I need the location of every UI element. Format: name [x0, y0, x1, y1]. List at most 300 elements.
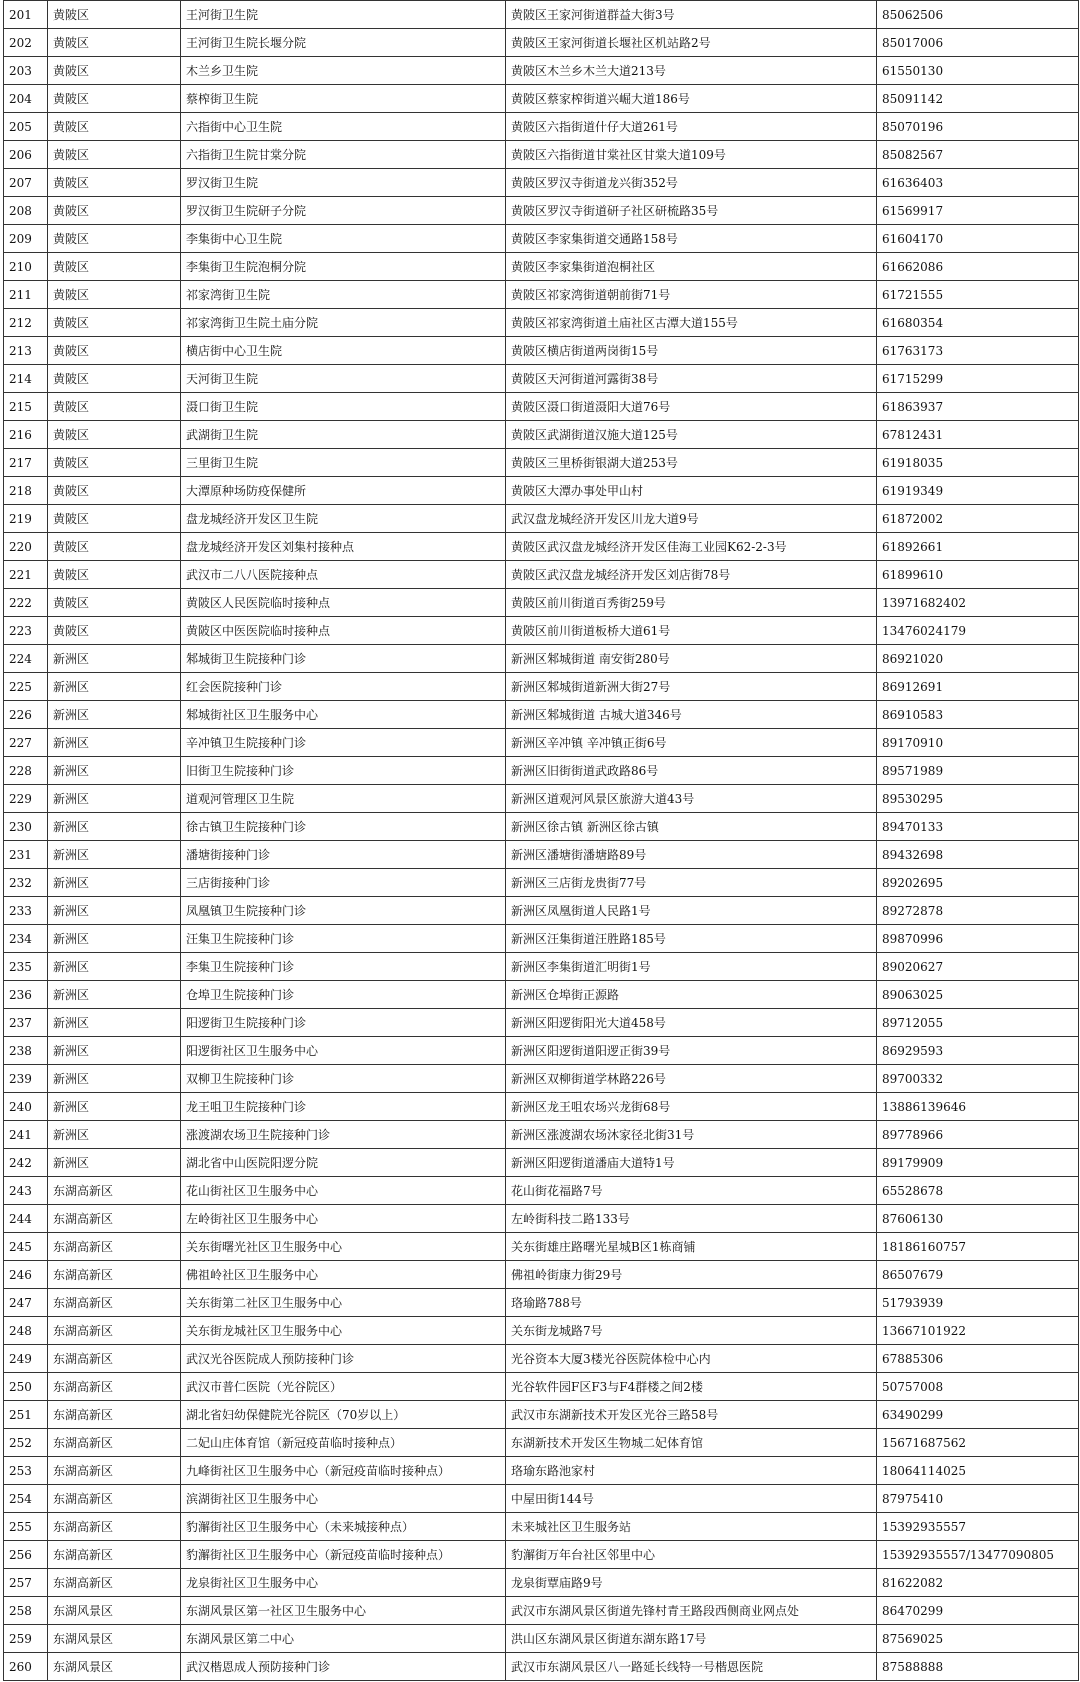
site-name-cell: 豹澥街社区卫生服务中心（新冠疫苗临时接种点）: [181, 1541, 506, 1569]
row-number-cell: 227: [4, 729, 48, 757]
district-cell: 东湖高新区: [48, 1373, 181, 1401]
address-cell: 左岭街科技二路133号: [506, 1205, 877, 1233]
site-name-cell: 李集卫生院接种门诊: [181, 953, 506, 981]
address-cell: 关东街雄庄路曙光星城B区1栋商铺: [506, 1233, 877, 1261]
site-name-cell: 东湖风景区第一社区卫生服务中心: [181, 1597, 506, 1625]
row-number-cell: 225: [4, 673, 48, 701]
table-row: [4, 85, 1079, 113]
row-number-cell: 236: [4, 981, 48, 1009]
district-cell: 黄陂区: [48, 281, 181, 309]
site-name-cell: 潘塘街接种门诊: [181, 841, 506, 869]
row-number-cell: 239: [4, 1065, 48, 1093]
row-number-cell: 203: [4, 57, 48, 85]
row-number-cell: 251: [4, 1401, 48, 1429]
table-row: [4, 1373, 1079, 1401]
row-number-cell: 243: [4, 1177, 48, 1205]
site-name-cell: 六指街卫生院甘棠分院: [181, 141, 506, 169]
site-name-cell: 凤凰镇卫生院接种门诊: [181, 897, 506, 925]
row-number-cell: 228: [4, 757, 48, 785]
address-cell: 佛祖岭街康力街29号: [506, 1261, 877, 1289]
district-cell: 东湖高新区: [48, 1485, 181, 1513]
phone-cell: 89870996: [877, 925, 1079, 953]
address-cell: 黄陂区前川街道百秀街259号: [506, 589, 877, 617]
phone-cell: 63490299: [877, 1401, 1079, 1429]
row-number-cell: 257: [4, 1569, 48, 1597]
table-row: [4, 393, 1079, 421]
row-number-cell: 240: [4, 1093, 48, 1121]
table-row: [4, 1289, 1079, 1317]
table-row: [4, 1261, 1079, 1289]
row-number-cell: 211: [4, 281, 48, 309]
row-number-cell: 218: [4, 477, 48, 505]
site-name-cell: 祁家湾街卫生院: [181, 281, 506, 309]
phone-cell: 87975410: [877, 1485, 1079, 1513]
site-name-cell: 天河街卫生院: [181, 365, 506, 393]
phone-cell: 89272878: [877, 897, 1079, 925]
site-name-cell: 蔡榨街卫生院: [181, 85, 506, 113]
address-cell: 黄陂区木兰乡木兰大道213号: [506, 57, 877, 85]
district-cell: 新洲区: [48, 1009, 181, 1037]
row-number-cell: 238: [4, 1037, 48, 1065]
phone-cell: 61863937: [877, 393, 1079, 421]
district-cell: 新洲区: [48, 785, 181, 813]
row-number-cell: 212: [4, 309, 48, 337]
table-row: [4, 449, 1079, 477]
phone-cell: 13476024179: [877, 617, 1079, 645]
row-number-cell: 237: [4, 1009, 48, 1037]
table-row: [4, 701, 1079, 729]
table-row: [4, 1065, 1079, 1093]
table-row: [4, 589, 1079, 617]
phone-cell: 15392935557: [877, 1513, 1079, 1541]
address-cell: 新洲区阳逻街阳光大道458号: [506, 1009, 877, 1037]
table-row: [4, 841, 1079, 869]
phone-cell: 61662086: [877, 253, 1079, 281]
district-cell: 新洲区: [48, 981, 181, 1009]
phone-cell: 50757008: [877, 1373, 1079, 1401]
row-number-cell: 215: [4, 393, 48, 421]
district-cell: 东湖高新区: [48, 1261, 181, 1289]
phone-cell: 89571989: [877, 757, 1079, 785]
phone-cell: 13886139646: [877, 1093, 1079, 1121]
address-cell: 新洲区三店街龙贵街77号: [506, 869, 877, 897]
table-row: [4, 1485, 1079, 1513]
phone-cell: 89712055: [877, 1009, 1079, 1037]
address-cell: 洪山区东湖风景区街道东湖东路17号: [506, 1625, 877, 1653]
address-cell: 黄陂区六指街道什仔大道261号: [506, 113, 877, 141]
row-number-cell: 253: [4, 1457, 48, 1485]
site-name-cell: 东湖风景区第二中心: [181, 1625, 506, 1653]
address-cell: 新洲区旧街街道武政路86号: [506, 757, 877, 785]
phone-cell: 85062506: [877, 1, 1079, 29]
address-cell: 未来城社区卫生服务站: [506, 1513, 877, 1541]
address-cell: 豹澥街万年台社区邻里中心: [506, 1541, 877, 1569]
site-name-cell: 二妃山庄体育馆（新冠疫苗临时接种点）: [181, 1429, 506, 1457]
row-number-cell: 255: [4, 1513, 48, 1541]
address-cell: 黄陂区蔡家榨街道兴崛大道186号: [506, 85, 877, 113]
address-cell: 珞瑜路788号: [506, 1289, 877, 1317]
address-cell: 新洲区仓埠街正源路: [506, 981, 877, 1009]
site-name-cell: 佛祖岭社区卫生服务中心: [181, 1261, 506, 1289]
site-name-cell: 武湖街卫生院: [181, 421, 506, 449]
table-row: [4, 1457, 1079, 1485]
district-cell: 东湖高新区: [48, 1513, 181, 1541]
row-number-cell: 226: [4, 701, 48, 729]
table-row: [4, 169, 1079, 197]
table-row: [4, 1625, 1079, 1653]
address-cell: 黄陂区罗汉寺街道研子社区研梳路35号: [506, 197, 877, 225]
row-number-cell: 245: [4, 1233, 48, 1261]
row-number-cell: 235: [4, 953, 48, 981]
phone-cell: 89778966: [877, 1121, 1079, 1149]
district-cell: 东湖高新区: [48, 1541, 181, 1569]
phone-cell: 86910583: [877, 701, 1079, 729]
address-cell: 中屋田街144号: [506, 1485, 877, 1513]
address-cell: 黄陂区天河街道河露街38号: [506, 365, 877, 393]
site-name-cell: 关东街第二社区卫生服务中心: [181, 1289, 506, 1317]
district-cell: 新洲区: [48, 925, 181, 953]
phone-cell: 89170910: [877, 729, 1079, 757]
row-number-cell: 206: [4, 141, 48, 169]
district-cell: 黄陂区: [48, 393, 181, 421]
table-row: [4, 757, 1079, 785]
row-number-cell: 231: [4, 841, 48, 869]
row-number-cell: 246: [4, 1261, 48, 1289]
site-name-cell: 祁家湾街卫生院土庙分院: [181, 309, 506, 337]
table-row: [4, 477, 1079, 505]
table-row: [4, 1037, 1079, 1065]
table-row: [4, 1233, 1079, 1261]
district-cell: 东湖高新区: [48, 1205, 181, 1233]
site-name-cell: 辛冲镇卫生院接种门诊: [181, 729, 506, 757]
table-row: [4, 1, 1079, 29]
phone-cell: 15392935557/13477090805: [877, 1541, 1079, 1569]
address-cell: 新洲区邾城街道 古城大道346号: [506, 701, 877, 729]
site-name-cell: 三里街卫生院: [181, 449, 506, 477]
row-number-cell: 221: [4, 561, 48, 589]
address-cell: 新洲区邾城街道新洲大街27号: [506, 673, 877, 701]
address-cell: 黄陂区祁家湾街道朝前街71号: [506, 281, 877, 309]
phone-cell: 61763173: [877, 337, 1079, 365]
address-cell: 新洲区凤凰街道人民路1号: [506, 897, 877, 925]
district-cell: 东湖高新区: [48, 1569, 181, 1597]
row-number-cell: 254: [4, 1485, 48, 1513]
address-cell: 龙泉街覃庙路9号: [506, 1569, 877, 1597]
site-name-cell: 王河街卫生院长堰分院: [181, 29, 506, 57]
phone-cell: 61918035: [877, 449, 1079, 477]
table-row: [4, 57, 1079, 85]
address-cell: 黄陂区王家河街道群益大街3号: [506, 1, 877, 29]
district-cell: 黄陂区: [48, 365, 181, 393]
site-name-cell: 黄陂区中医医院临时接种点: [181, 617, 506, 645]
row-number-cell: 247: [4, 1289, 48, 1317]
phone-cell: 61721555: [877, 281, 1079, 309]
address-cell: 黄陂区滠口街道滠阳大道76号: [506, 393, 877, 421]
district-cell: 黄陂区: [48, 449, 181, 477]
phone-cell: 89470133: [877, 813, 1079, 841]
district-cell: 黄陂区: [48, 309, 181, 337]
row-number-cell: 233: [4, 897, 48, 925]
site-name-cell: 武汉市二八八医院接种点: [181, 561, 506, 589]
district-cell: 新洲区: [48, 673, 181, 701]
site-name-cell: 徐古镇卫生院接种门诊: [181, 813, 506, 841]
district-cell: 东湖风景区: [48, 1653, 181, 1681]
site-name-cell: 龙泉街社区卫生服务中心: [181, 1569, 506, 1597]
address-cell: 武汉市东湖风景区八一路延长线特一号楷恩医院: [506, 1653, 877, 1681]
table-row: [4, 1653, 1079, 1681]
district-cell: 东湖高新区: [48, 1345, 181, 1373]
site-name-cell: 阳逻街社区卫生服务中心: [181, 1037, 506, 1065]
row-number-cell: 224: [4, 645, 48, 673]
district-cell: 黄陂区: [48, 169, 181, 197]
table-row: [4, 953, 1079, 981]
district-cell: 黄陂区: [48, 505, 181, 533]
table-row: [4, 1093, 1079, 1121]
address-cell: 新洲区潘塘街潘塘路89号: [506, 841, 877, 869]
table-row: [4, 29, 1079, 57]
district-cell: 东湖高新区: [48, 1429, 181, 1457]
district-cell: 黄陂区: [48, 29, 181, 57]
site-name-cell: 旧街卫生院接种门诊: [181, 757, 506, 785]
phone-cell: 89179909: [877, 1149, 1079, 1177]
address-cell: 新洲区邾城街道 南安街280号: [506, 645, 877, 673]
phone-cell: 81622082: [877, 1569, 1079, 1597]
phone-cell: 89020627: [877, 953, 1079, 981]
phone-cell: 61569917: [877, 197, 1079, 225]
district-cell: 黄陂区: [48, 225, 181, 253]
site-name-cell: 李集街中心卫生院: [181, 225, 506, 253]
table-row: [4, 1513, 1079, 1541]
row-number-cell: 219: [4, 505, 48, 533]
address-cell: 黄陂区王家河街道长堰社区机站路2号: [506, 29, 877, 57]
address-cell: 黄陂区横店街道两岗街15号: [506, 337, 877, 365]
site-name-cell: 横店街中心卫生院: [181, 337, 506, 365]
table-row: [4, 337, 1079, 365]
site-name-cell: 九峰街社区卫生服务中心（新冠疫苗临时接种点）: [181, 1457, 506, 1485]
site-name-cell: 滨湖街社区卫生服务中心: [181, 1485, 506, 1513]
district-cell: 新洲区: [48, 1121, 181, 1149]
address-cell: 武汉盘龙城经济开发区川龙大道9号: [506, 505, 877, 533]
site-name-cell: 阳逻街卫生院接种门诊: [181, 1009, 506, 1037]
site-name-cell: 道观河管理区卫生院: [181, 785, 506, 813]
row-number-cell: 234: [4, 925, 48, 953]
district-cell: 新洲区: [48, 1065, 181, 1093]
phone-cell: 67885306: [877, 1345, 1079, 1373]
table-row: [4, 1597, 1079, 1625]
row-number-cell: 208: [4, 197, 48, 225]
row-number-cell: 220: [4, 533, 48, 561]
phone-cell: 61892661: [877, 533, 1079, 561]
phone-cell: 86470299: [877, 1597, 1079, 1625]
site-name-cell: 盘龙城经济开发区刘集村接种点: [181, 533, 506, 561]
site-name-cell: 大潭原种场防疫保健所: [181, 477, 506, 505]
phone-cell: 13667101922: [877, 1317, 1079, 1345]
phone-cell: 61899610: [877, 561, 1079, 589]
row-number-cell: 202: [4, 29, 48, 57]
phone-cell: 67812431: [877, 421, 1079, 449]
table-row: [4, 673, 1079, 701]
row-number-cell: 248: [4, 1317, 48, 1345]
table-row: [4, 533, 1079, 561]
site-name-cell: 盘龙城经济开发区卫生院: [181, 505, 506, 533]
table-row: [4, 1121, 1079, 1149]
district-cell: 东湖高新区: [48, 1233, 181, 1261]
district-cell: 新洲区: [48, 701, 181, 729]
table-body: [4, 1, 1079, 1681]
row-number-cell: 207: [4, 169, 48, 197]
row-number-cell: 209: [4, 225, 48, 253]
district-cell: 黄陂区: [48, 533, 181, 561]
phone-cell: 61715299: [877, 365, 1079, 393]
phone-cell: 86912691: [877, 673, 1079, 701]
table-row: [4, 1177, 1079, 1205]
site-name-cell: 武汉市普仁医院（光谷院区）: [181, 1373, 506, 1401]
address-cell: 黄陂区六指街道甘棠社区甘棠大道109号: [506, 141, 877, 169]
row-number-cell: 229: [4, 785, 48, 813]
row-number-cell: 223: [4, 617, 48, 645]
row-number-cell: 249: [4, 1345, 48, 1373]
phone-cell: 87569025: [877, 1625, 1079, 1653]
district-cell: 黄陂区: [48, 113, 181, 141]
address-cell: 黄陂区李家集街道交通路158号: [506, 225, 877, 253]
site-name-cell: 花山街社区卫生服务中心: [181, 1177, 506, 1205]
phone-cell: 13971682402: [877, 589, 1079, 617]
district-cell: 黄陂区: [48, 477, 181, 505]
table-row: [4, 225, 1079, 253]
address-cell: 新洲区涨渡湖农场沐家径北街31号: [506, 1121, 877, 1149]
phone-cell: 89700332: [877, 1065, 1079, 1093]
row-number-cell: 258: [4, 1597, 48, 1625]
address-cell: 黄陂区武湖街道汉施大道125号: [506, 421, 877, 449]
site-name-cell: 武汉光谷医院成人预防接种门诊: [181, 1345, 506, 1373]
phone-cell: 18186160757: [877, 1233, 1079, 1261]
table-row: [4, 925, 1079, 953]
table-row: [4, 197, 1079, 225]
site-name-cell: 木兰乡卫生院: [181, 57, 506, 85]
site-name-cell: 黄陂区人民医院临时接种点: [181, 589, 506, 617]
address-cell: 黄陂区武汉盘龙城经济开发区刘店街78号: [506, 561, 877, 589]
district-cell: 黄陂区: [48, 141, 181, 169]
table-row: [4, 281, 1079, 309]
row-number-cell: 241: [4, 1121, 48, 1149]
district-cell: 东湖风景区: [48, 1625, 181, 1653]
row-number-cell: 204: [4, 85, 48, 113]
address-cell: 新洲区双柳街道学林路226号: [506, 1065, 877, 1093]
table-row: [4, 113, 1079, 141]
site-name-cell: 邾城街社区卫生服务中心: [181, 701, 506, 729]
district-cell: 黄陂区: [48, 589, 181, 617]
address-cell: 新洲区辛冲镇 辛冲镇正街6号: [506, 729, 877, 757]
address-cell: 黄陂区武汉盘龙城经济开发区佳海工业园K62-2-3号: [506, 533, 877, 561]
district-cell: 东湖高新区: [48, 1177, 181, 1205]
phone-cell: 89063025: [877, 981, 1079, 1009]
district-cell: 新洲区: [48, 1037, 181, 1065]
phone-cell: 85017006: [877, 29, 1079, 57]
row-number-cell: 260: [4, 1653, 48, 1681]
phone-cell: 51793939: [877, 1289, 1079, 1317]
district-cell: 新洲区: [48, 1093, 181, 1121]
site-name-cell: 湖北省妇幼保健院光谷院区（70岁以上）: [181, 1401, 506, 1429]
site-name-cell: 关东街龙城社区卫生服务中心: [181, 1317, 506, 1345]
district-cell: 东湖高新区: [48, 1289, 181, 1317]
phone-cell: 89432698: [877, 841, 1079, 869]
table-row: [4, 1149, 1079, 1177]
district-cell: 新洲区: [48, 953, 181, 981]
district-cell: 新洲区: [48, 813, 181, 841]
district-cell: 新洲区: [48, 645, 181, 673]
address-cell: 新洲区龙王咀农场兴龙街68号: [506, 1093, 877, 1121]
district-cell: 新洲区: [48, 1149, 181, 1177]
district-cell: 黄陂区: [48, 197, 181, 225]
address-cell: 黄陂区罗汉寺街道龙兴街352号: [506, 169, 877, 197]
phone-cell: 18064114025: [877, 1457, 1079, 1485]
district-cell: 黄陂区: [48, 337, 181, 365]
address-cell: 新洲区阳逻街道潘庙大道特1号: [506, 1149, 877, 1177]
phone-cell: 65528678: [877, 1177, 1079, 1205]
row-number-cell: 230: [4, 813, 48, 841]
phone-cell: 61680354: [877, 309, 1079, 337]
row-number-cell: 244: [4, 1205, 48, 1233]
address-cell: 关东街龙城路7号: [506, 1317, 877, 1345]
address-cell: 黄陂区祁家湾街道土庙社区古潭大道155号: [506, 309, 877, 337]
phone-cell: 61604170: [877, 225, 1079, 253]
table-row: [4, 1429, 1079, 1457]
phone-cell: 61872002: [877, 505, 1079, 533]
site-name-cell: 仓埠卫生院接种门诊: [181, 981, 506, 1009]
address-cell: 新洲区徐古镇 新洲区徐古镇: [506, 813, 877, 841]
district-cell: 黄陂区: [48, 617, 181, 645]
phone-cell: 86929593: [877, 1037, 1079, 1065]
district-cell: 东湖高新区: [48, 1317, 181, 1345]
address-cell: 武汉市东湖新技术开发区光谷三路58号: [506, 1401, 877, 1429]
table-row: [4, 505, 1079, 533]
phone-cell: 85091142: [877, 85, 1079, 113]
table-row: [4, 785, 1079, 813]
table-row: [4, 645, 1079, 673]
table-row: [4, 141, 1079, 169]
row-number-cell: 232: [4, 869, 48, 897]
site-name-cell: 龙王咀卫生院接种门诊: [181, 1093, 506, 1121]
row-number-cell: 250: [4, 1373, 48, 1401]
site-name-cell: 滠口街卫生院: [181, 393, 506, 421]
row-number-cell: 256: [4, 1541, 48, 1569]
district-cell: 黄陂区: [48, 253, 181, 281]
district-cell: 新洲区: [48, 729, 181, 757]
address-cell: 新洲区汪集街道汪胜路185号: [506, 925, 877, 953]
district-cell: 东湖高新区: [48, 1457, 181, 1485]
site-name-cell: 李集街卫生院泡桐分院: [181, 253, 506, 281]
address-cell: 新洲区李集街道汇明街1号: [506, 953, 877, 981]
row-number-cell: 201: [4, 1, 48, 29]
table-row: [4, 253, 1079, 281]
address-cell: 花山街花福路7号: [506, 1177, 877, 1205]
address-cell: 光谷软件园F区F3与F4群楼之间2楼: [506, 1373, 877, 1401]
table-row: [4, 309, 1079, 337]
district-cell: 黄陂区: [48, 85, 181, 113]
row-number-cell: 210: [4, 253, 48, 281]
table-row: [4, 421, 1079, 449]
table-row: [4, 1401, 1079, 1429]
table-row: [4, 869, 1079, 897]
table-row: [4, 1205, 1079, 1233]
site-name-cell: 双柳卫生院接种门诊: [181, 1065, 506, 1093]
row-number-cell: 242: [4, 1149, 48, 1177]
site-name-cell: 六指街中心卫生院: [181, 113, 506, 141]
address-cell: 黄陂区大潭办事处甲山村: [506, 477, 877, 505]
phone-cell: 15671687562: [877, 1429, 1079, 1457]
table-row: [4, 813, 1079, 841]
district-cell: 新洲区: [48, 897, 181, 925]
